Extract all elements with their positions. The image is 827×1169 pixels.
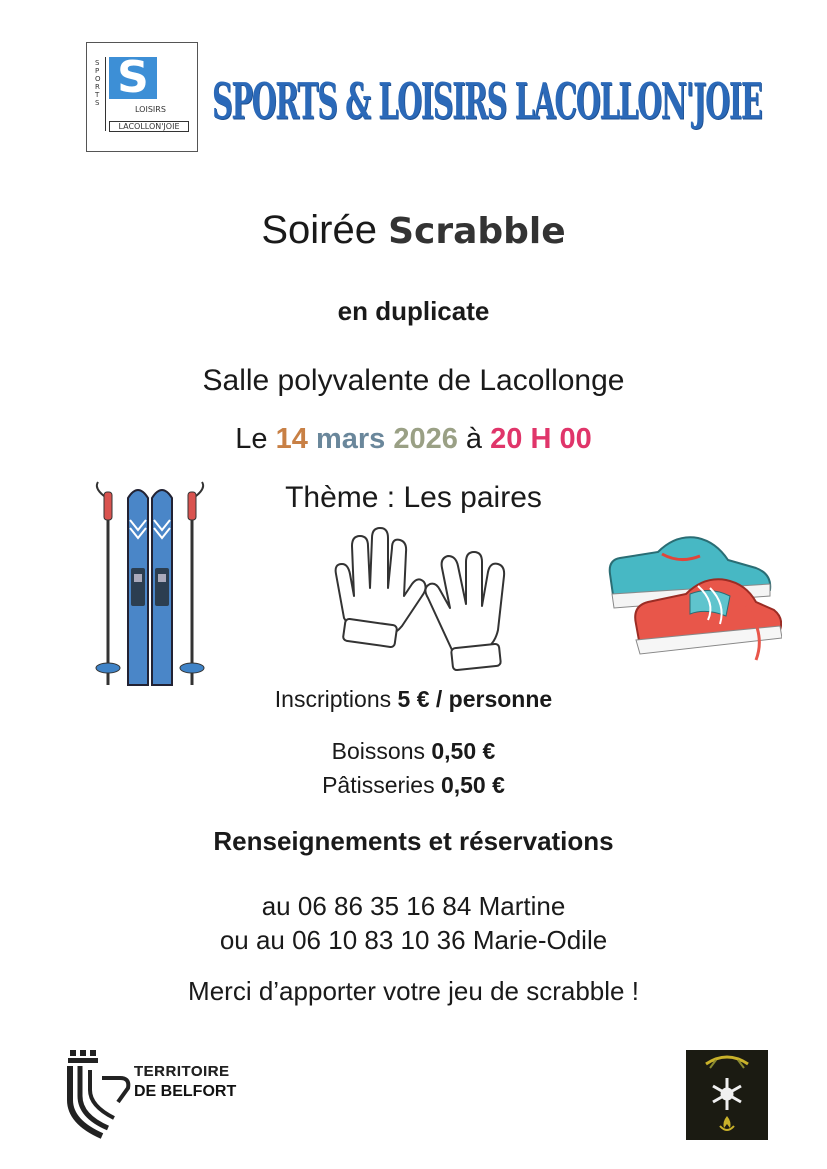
- de-belfort-text: DE BELFORT: [134, 1083, 237, 1100]
- contact-line-2: ou au 06 10 83 10 36 Marie-Odile: [219, 925, 608, 955]
- logo-letter: S: [109, 57, 157, 99]
- date-year: 2026: [393, 423, 458, 455]
- pastries-price: [0, 772, 827, 799]
- logo-name-text: LACOLLON'JOIE: [109, 121, 189, 132]
- snowflake-emblem-icon: [686, 1050, 768, 1140]
- event-title: [0, 208, 827, 253]
- date-at: à: [465, 423, 483, 455]
- contact-line-1: au 06 86 35 16 84 Martine: [261, 891, 566, 921]
- event-venue: Salle polyvalente de Lacollonge: [202, 364, 625, 397]
- registration-price: [0, 686, 827, 713]
- drinks-price: [0, 738, 827, 765]
- pastries-value: 0,50 €: [440, 772, 505, 798]
- date-day: 14: [275, 423, 308, 455]
- logo-divider: [105, 57, 106, 131]
- drinks-label: Boissons: [331, 738, 425, 764]
- date-month: mars: [315, 423, 386, 455]
- registration-label: Inscriptions: [274, 686, 392, 712]
- event-theme: Thème : Les paires: [285, 481, 542, 514]
- drinks-value: 0,50 €: [431, 738, 496, 764]
- info-heading: Renseignements et réservations: [213, 826, 614, 856]
- registration-value: 5 € / personne: [397, 686, 553, 712]
- logo-loisirs-text: LOISIRS: [135, 105, 166, 114]
- date-time: 20 H 00: [490, 423, 592, 455]
- date-prefix: Le: [235, 423, 268, 455]
- club-logo: [86, 42, 198, 152]
- logo-sports-text: SPORTS: [95, 59, 101, 107]
- sneakers-icon: [606, 524, 782, 666]
- event-date: [0, 423, 827, 456]
- skis-icon: [88, 480, 218, 692]
- event-title-word2: Scrabble: [388, 211, 566, 252]
- pastries-label: Pâtisseries: [322, 772, 435, 798]
- territoire-text: TERRITOIRE: [134, 1063, 230, 1080]
- gloves-icon: [330, 526, 512, 684]
- event-subtitle: en duplicate: [337, 296, 490, 326]
- thanks-note: Merci d’apporter votre jeu de scrabble !: [188, 976, 639, 1006]
- event-title-word1: Soirée: [261, 208, 377, 252]
- territoire-belfort-logo-icon: [62, 1030, 140, 1142]
- club-name: SPORTS & LOISIRS LACOLLON'JOIE: [212, 72, 762, 131]
